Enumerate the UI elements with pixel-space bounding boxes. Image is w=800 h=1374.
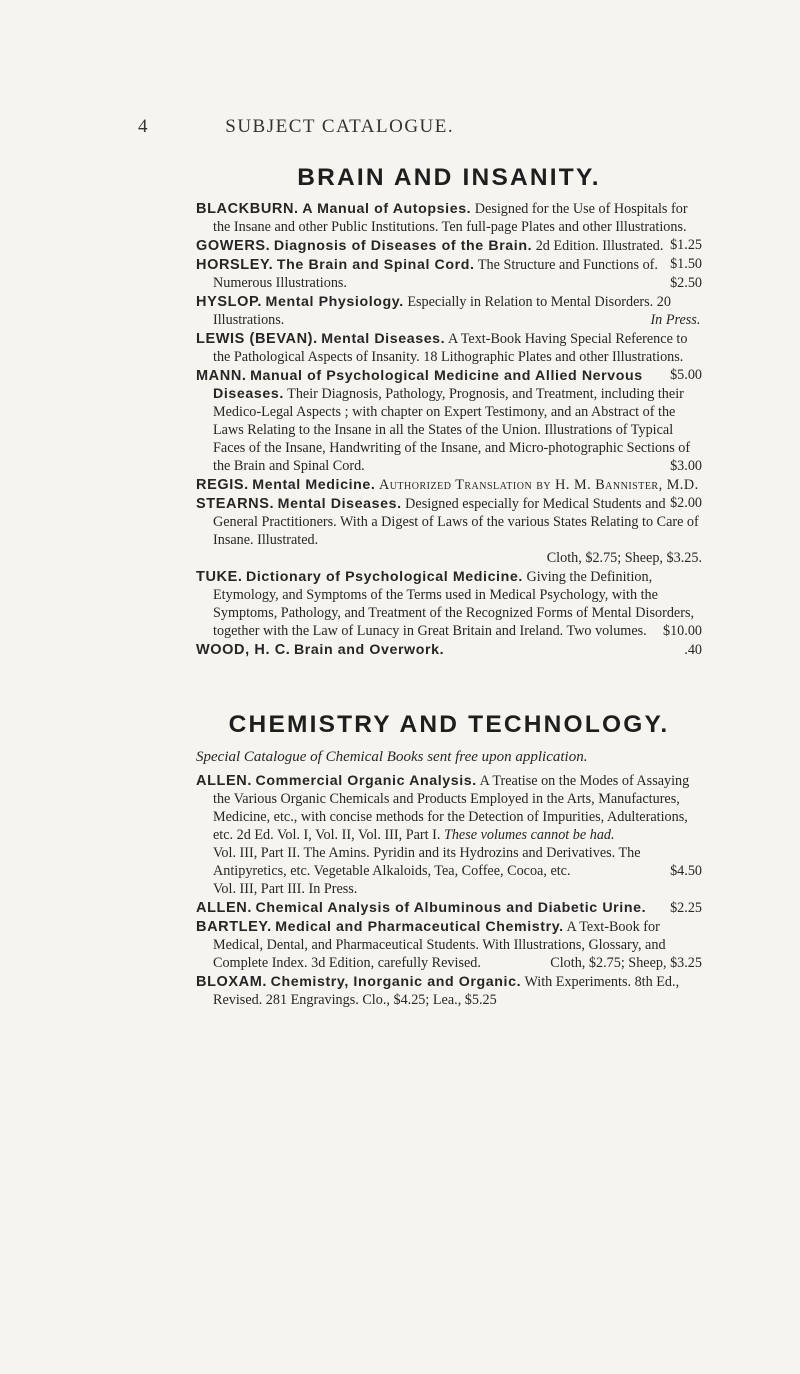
running-head [138, 116, 454, 138]
entry-description: A Text-Book Having Special Reference to the Pathological Aspects of Insanity. 18 Lithographic Plates and other Illustrations. [213, 331, 688, 365]
catalogue-entry-bartley [196, 918, 702, 972]
catalogue-entry-bloxam [196, 973, 702, 1009]
entry-description: The Structure and Functions of. Numerous Illustrations. [213, 257, 658, 291]
entry-title: Mental Medicine. [252, 477, 376, 493]
entry-author: LEWIS (BEVAN). [196, 331, 318, 347]
entry-description: A Text-Book for Medical, Dental, and Pharmaceutical Students. With Illustrations, Glossary, and Complete Index. 3d Edition, carefully Revised. [213, 919, 666, 971]
entry-volume-detail: Vol. III, Part II. The Amins. Pyridin and its Hydrozins and Derivatives. The Antipyretics, etc. Vegetable Alkaloids, Tea, Coffee, Cocoa, etc. [213, 845, 641, 879]
catalogue-entry-allen-commercial [196, 772, 702, 898]
entry-description: Their Diagnosis, Pathology, Prognosis, and Treatment, including their Medico-Legal Aspects ; with chapter on Expert Testimony, and an Abstract of the Laws Relating to the Insane in all the States of the Union. Illustrations of Typical Faces of the Insane, Handwriting of the Insane, and Micro-photographic Sections of the Brain and Spinal Cord. [213, 386, 691, 474]
entry-price: $2.00 [670, 495, 702, 511]
entry-author: ALLEN. [196, 773, 252, 789]
entry-description: Designed for the Use of Hospitals for the Insane and other Public Institutions. Ten full-page Plates and other Illustrations. [213, 201, 688, 235]
section-brain-and-insanity [196, 164, 702, 659]
page-number: 4 [138, 116, 149, 137]
catalogue-entry-horsley [196, 256, 702, 292]
entry-description: Giving the Definition, Etymology, and Symptoms of the Terms used in Medical Psychology, with the Symptoms, Pathology, and Treatment of the Recognized Forms of Mental Disorders, together with the Law of Lunacy in Great Britain and Ireland. Two volumes. [213, 569, 695, 639]
entry-price: Cloth, $2.75; Sheep, $3.25. [546, 550, 702, 566]
entry-price: $1.50 [670, 256, 702, 272]
entry-price: Cloth, $2.75; Sheep, $3.25 [550, 955, 702, 971]
entry-title: A Manual of Autopsies. [302, 201, 472, 217]
entry-author: HORSLEY. [196, 257, 274, 273]
entry-description: Especially in Relation to Mental Disorders. 20 Illustrations. [213, 294, 671, 328]
entry-title: Brain and Overwork. [293, 642, 445, 658]
entry-price: $10.00 [662, 623, 702, 639]
entry-author: ALLEN. [196, 900, 252, 916]
entry-title: Mental Diseases. [321, 331, 446, 347]
entry-price: $1.25 [670, 237, 702, 253]
catalogue-entry-stearns [196, 495, 702, 567]
entry-title: Chemistry, Inorganic and Organic. [270, 974, 522, 990]
entry-title: Medical and Pharmaceutical Chemistry. [275, 919, 564, 935]
catalogue-entry-tuke [196, 568, 702, 640]
entry-volume-press: Vol. III, Part III. In Press. [213, 881, 358, 897]
entry-price: $4.50 [670, 863, 702, 879]
entry-title: Mental Diseases. [277, 496, 402, 512]
entry-volumes: Vol. I, Vol. II, Vol. III, Part I. [276, 827, 441, 843]
entry-price: $5.00 [670, 367, 702, 383]
entry-title: The Brain and Spinal Cord. [276, 257, 475, 273]
catalogue-entry-allen-chemical [196, 899, 702, 917]
entry-description: With Experiments. 8th Ed., Revised. 281 Engravings. Clo., $4.25; Lea., $5.25 [213, 974, 680, 1008]
running-title: SUBJECT CATALOGUE. [225, 116, 455, 137]
entry-author: WOOD, H. C. [196, 642, 291, 658]
entry-title: Chemical Analysis of Albuminous and Diabetic Urine. [255, 900, 647, 916]
entry-description: 2d Edition. Illustrated. [535, 238, 664, 254]
entry-price: In Press. [650, 312, 701, 328]
entry-price: $3.00 [670, 458, 702, 474]
entry-description: A Treatise on the Modes of Assaying the Various Organic Chemicals and Products Employed in the Arts, Manufactures, Medicine, etc., with concise methods for the Detection of Impurities, Adulterations, etc. 2d Ed. [213, 773, 690, 843]
entry-price: .40 [684, 642, 702, 658]
catalogue-entry-wood [196, 641, 702, 659]
entry-title: Manual of Psychological Medicine and Allied Nervous Diseases. [213, 368, 643, 402]
entry-author: BLOXAM. [196, 974, 268, 990]
entry-volume-note: These volumes cannot be had. [443, 827, 615, 843]
section-heading: BRAIN AND INSANITY. [297, 164, 601, 191]
entry-title: Mental Physiology. [265, 294, 404, 310]
entry-author: TUKE. [196, 569, 243, 585]
entry-author: MANN. [196, 368, 247, 384]
entry-author: STEARNS. [196, 496, 275, 512]
catalogue-content [196, 164, 702, 1010]
entry-description: Authorized Translation by H. M. Bannister, M.D. [378, 477, 699, 493]
entry-author: REGIS. [196, 477, 249, 493]
entry-title: Commercial Organic Analysis. [255, 773, 477, 789]
entry-author: HYSLOP. [196, 294, 262, 310]
entry-author: BLACKBURN. [196, 201, 299, 217]
entry-title: Diagnosis of Diseases of the Brain. [273, 238, 533, 254]
section-chemistry-and-technology [196, 711, 702, 1009]
catalogue-entry-hyslop [196, 293, 702, 329]
entry-author: GOWERS. [196, 238, 271, 254]
special-catalogue-note: Special Catalogue of Chemical Books sent free upon application. [196, 749, 588, 765]
entry-price: $2.25 [670, 900, 702, 916]
catalogue-entry-mann [196, 367, 702, 475]
entry-author: BARTLEY. [196, 919, 272, 935]
entry-description: Designed especially for Medical Students and General Practitioners. With a Digest of Laws of the various States Relating to Care of Insane. Illustrated. [213, 496, 699, 548]
entry-price: $2.50 [670, 275, 702, 291]
section-heading: CHEMISTRY AND TECHNOLOGY. [228, 711, 670, 738]
entry-title: Dictionary of Psychological Medicine. [246, 569, 523, 585]
